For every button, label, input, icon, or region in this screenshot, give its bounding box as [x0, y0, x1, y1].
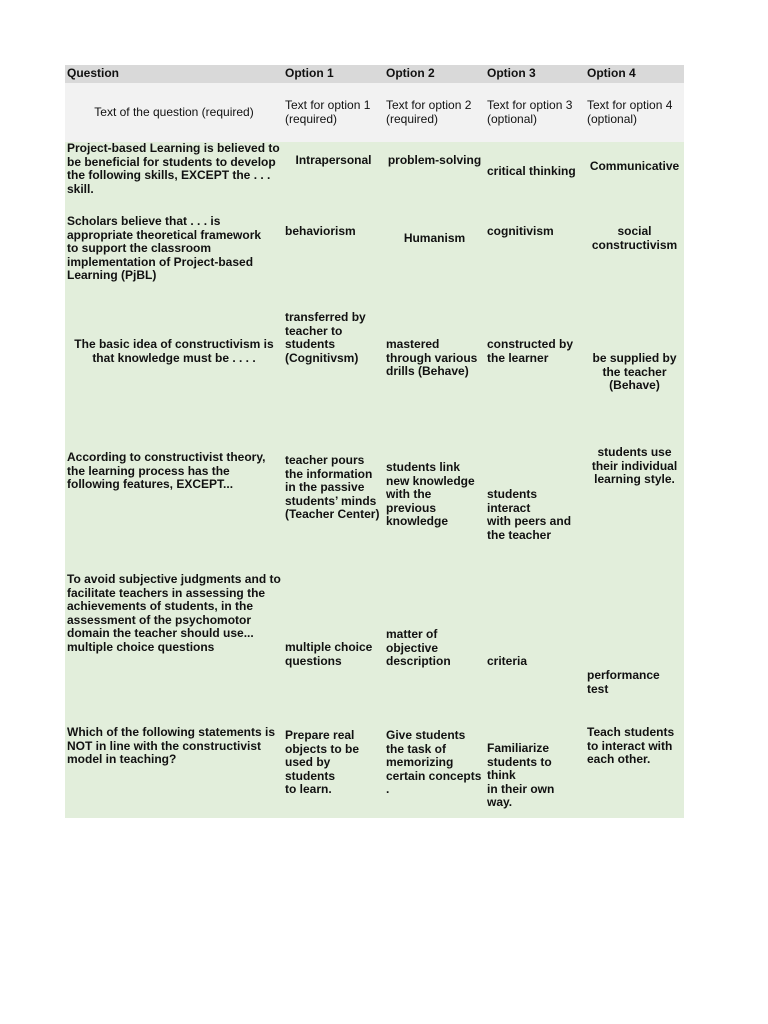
question-cell: Scholars believe that . . . is appropriate theoretical framework to support the classroom implementation of Project-based Learning (PjBL) — [67, 214, 262, 282]
table-row — [65, 566, 684, 724]
option-cell: cognitivism — [487, 224, 554, 238]
question-cell: According to constructivist theory, the learning process has the following features, EXCEPT... — [67, 450, 266, 491]
question-cell: The basic idea of constructivism is that knowledge must be . . . . — [74, 337, 274, 365]
option-cell: Teach students to interact with each other. — [587, 725, 675, 766]
option-cell: constructed by the learner — [487, 337, 574, 365]
option-cell: transferred by teacher to students (Cognitivsm) — [285, 310, 366, 365]
question-table — [65, 65, 684, 818]
table-row — [65, 306, 684, 446]
question-cell: Which of the following statements is NOT in line with the constructivist model in teaching? — [67, 725, 276, 766]
header-option-2: Option 2 — [386, 66, 435, 81]
option-cell: performance test — [587, 668, 660, 696]
table-header-row — [65, 65, 684, 83]
option-cell: Communicative — [589, 159, 680, 173]
option-cell: mastered through various drills (Behave) — [386, 337, 478, 378]
option-cell: matter of objective description — [386, 627, 451, 668]
description-question: Text of the question (required) — [94, 104, 254, 119]
header-option-3: Option 3 — [487, 66, 536, 81]
option-cell: Give students the task of memorizing certain concepts . — [386, 728, 482, 796]
description-row — [65, 83, 684, 142]
header-option-4: Option 4 — [587, 66, 636, 81]
option-cell: Intrapersonal — [295, 153, 372, 167]
option-cell: students link new knowledge with the previous knowledge — [386, 460, 475, 528]
question-cell: To avoid subjective judgments and to facilitate teachers in assessing the achievements of students, in the assessment of the psychomotor domain the teacher should use... multiple choice questions — [67, 572, 281, 654]
table-row — [65, 446, 684, 566]
description-option-3: Text for option 3 (optional) — [487, 98, 573, 126]
header-question: Question — [67, 66, 120, 81]
question-cell: Project-based Learning is believed to be beneficial for students to develop the following skills, EXCEPT the . . . skill. — [67, 142, 280, 196]
option-cell: social constructivism — [591, 224, 678, 252]
table-row — [65, 206, 684, 306]
option-cell: multiple choice questions — [285, 640, 373, 668]
description-option-2: Text for option 2 (required) — [386, 98, 472, 126]
option-cell: critical thinking — [487, 164, 576, 178]
description-option-4: Text for option 4 (optional) — [587, 98, 673, 126]
option-cell: students interact with peers and the teacher — [487, 487, 572, 542]
header-option-1: Option 1 — [285, 66, 334, 81]
option-cell: behaviorism — [285, 224, 356, 238]
option-cell: students use their individual learning style. — [591, 446, 678, 486]
option-cell: problem-solving — [387, 153, 482, 167]
description-option-1: Text for option 1 (required) — [285, 98, 371, 126]
option-cell: Prepare real objects to be used by students to learn. — [285, 728, 360, 796]
option-cell: Familiarize students to think in their own way. — [487, 741, 555, 809]
table-row — [65, 142, 684, 206]
option-cell: criteria — [487, 654, 528, 668]
option-cell: Humanism — [403, 231, 466, 245]
option-cell: be supplied by the teacher (Behave) — [592, 351, 677, 392]
table-row — [65, 724, 684, 818]
option-cell: teacher pours the information in the passive students’ minds (Teacher Center) — [285, 453, 380, 521]
